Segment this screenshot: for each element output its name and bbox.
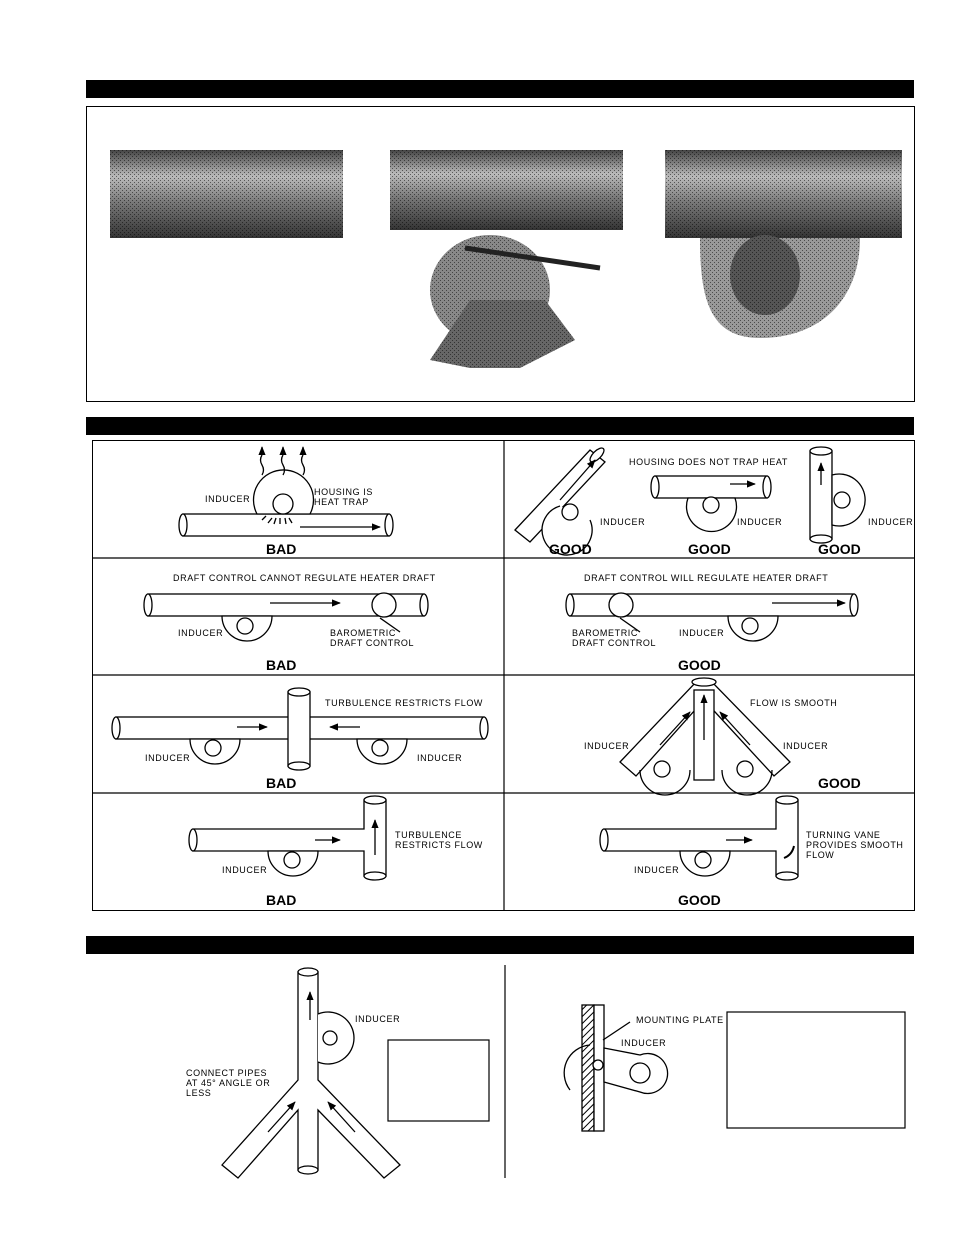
label-inducer-r3-bad-left: INDUCER	[145, 753, 191, 763]
label-connect-pipes: CONNECT PIPES AT 45° ANGLE OR LESS	[186, 1068, 271, 1098]
label-inducer-r1-good-1: INDUCER	[600, 517, 646, 527]
label-good-r1-2: GOOD	[688, 541, 731, 557]
label-draft-cannot: DRAFT CONTROL CANNOT REGULATE HEATER DRAFT	[173, 573, 436, 583]
label-barometric-bad: BAROMETRIC DRAFT CONTROL	[330, 628, 415, 648]
label-barometric-good: BAROMETRIC DRAFT CONTROL	[572, 628, 657, 648]
label-good-r1-3: GOOD	[818, 541, 861, 557]
label-turning-vane: TURNING VANE PROVIDES SMOOTH FLOW	[806, 830, 904, 860]
label-bad-r1: BAD	[266, 541, 297, 557]
label-housing-no-trap: HOUSING DOES NOT TRAP HEAT	[629, 457, 788, 467]
label-inducer-r3-bad-right: INDUCER	[417, 753, 463, 763]
label-inducer-r1-good-2: INDUCER	[737, 517, 783, 527]
label-housing-trap: HOUSING IS HEAT TRAP	[314, 487, 374, 507]
label-bad-r3: BAD	[266, 775, 297, 791]
label-flow-smooth: FLOW IS SMOOTH	[750, 698, 838, 708]
label-mounting-plate: MOUNTING PLATE	[636, 1015, 724, 1025]
label-inducer-r1-bad: INDUCER	[205, 494, 251, 504]
label-good-r1-1: GOOD	[549, 541, 592, 557]
label-inducer-r3-good-right: INDUCER	[783, 741, 829, 751]
label-inducer-r4-good: INDUCER	[634, 865, 680, 875]
label-draft-will: DRAFT CONTROL WILL REGULATE HEATER DRAFT	[584, 573, 829, 583]
label-good-r2: GOOD	[678, 657, 721, 673]
label-inducer-r4-bad: INDUCER	[222, 865, 268, 875]
label-bad-r4: BAD	[266, 892, 297, 908]
blank-note-box-right	[727, 1012, 905, 1128]
label-inducer-r3-good-left: INDUCER	[584, 741, 630, 751]
label-inducer-r2-bad: INDUCER	[178, 628, 224, 638]
label-inducer-y-connection: INDUCER	[355, 1014, 401, 1024]
label-good-r4: GOOD	[678, 892, 721, 908]
label-inducer-mounting: INDUCER	[621, 1038, 667, 1048]
label-good-r3: GOOD	[818, 775, 861, 791]
label-turb-restricts-flow: TURBULENCE RESTRICTS FLOW	[325, 698, 484, 708]
label-turb-restricts-flow-2: TURBULENCE RESTRICTS FLOW	[395, 830, 483, 850]
label-inducer-r1-good-3: INDUCER	[868, 517, 914, 527]
label-bad-r2: BAD	[266, 657, 297, 673]
blank-note-box-left	[388, 1040, 489, 1121]
label-inducer-r2-good: INDUCER	[679, 628, 725, 638]
